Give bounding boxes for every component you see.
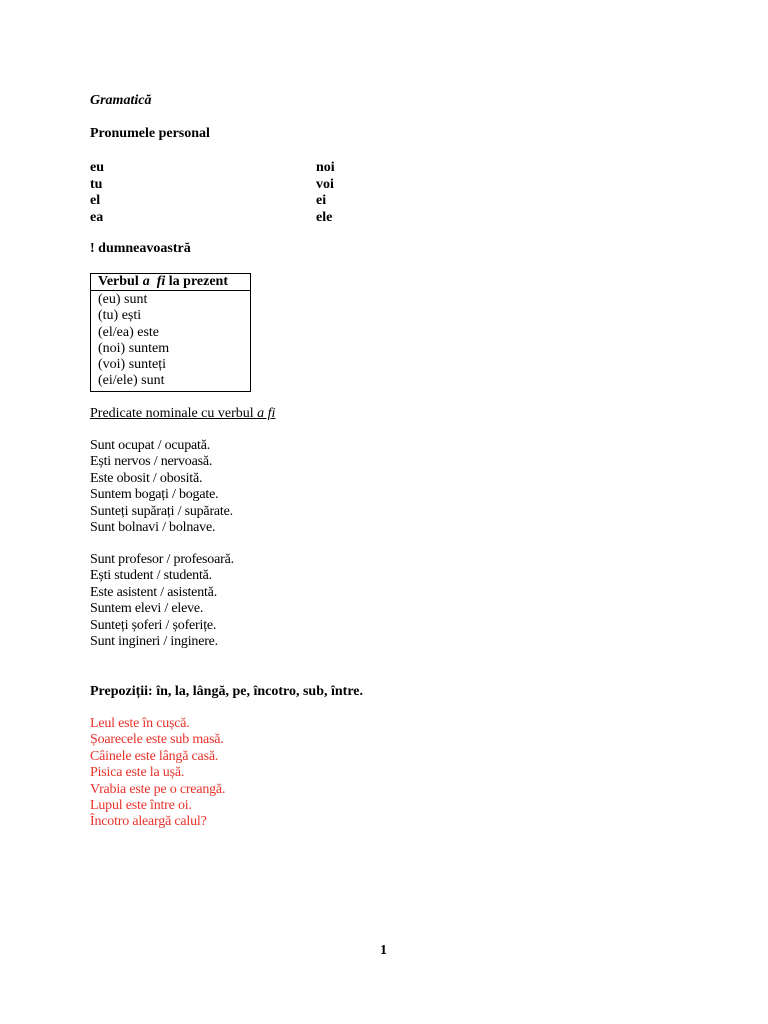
example-sentence: Sunteți șoferi / șoferițe. (90, 617, 217, 633)
prepositions-section-title: Prepoziții: în, la, lângă, pe, încotro, sub, între. (90, 684, 364, 699)
example-sentence: Șoarecele este sub masă. (90, 732, 224, 748)
predicates-title-verb: a fi (257, 406, 276, 421)
pronoun-item: ele (316, 209, 333, 225)
pronoun-item: tu (90, 176, 103, 192)
example-sentence: Sunt ocupat / ocupată. (90, 438, 211, 453)
example-sentence: Sunteți supărați / supărate. (90, 503, 233, 519)
verb-table-row: (el/ea) este (98, 324, 160, 340)
verb-table-row: (voi) sunteți (98, 357, 167, 373)
noun-predicate-list (90, 552, 234, 650)
example-sentence: Sunt bolnavi / bolnave. (90, 519, 216, 535)
example-sentence: Ești nervos / nervoasă. (90, 454, 213, 470)
pronoun-item: ea (90, 209, 104, 225)
example-sentence: Leul este în cușcă. (90, 716, 190, 731)
page-number: 1 (380, 943, 387, 958)
predicates-title-prefix: Predicate nominale cu verbul (90, 406, 258, 421)
pronoun-item: voi (316, 176, 334, 192)
verb-table-row: (tu) ești (98, 308, 142, 324)
pronoun-item: noi (316, 160, 335, 175)
verb-table-row: (ei/ele) sunt (98, 373, 165, 389)
pronoun-list-singular (90, 160, 104, 226)
page-title: Gramatică (90, 93, 152, 108)
verb-table-row: (noi) suntem (98, 340, 170, 356)
polite-pronoun-note: ! dumneavoastră (90, 241, 191, 256)
adjective-predicate-list (90, 438, 233, 536)
example-sentence: Ești student / studentă. (90, 568, 212, 584)
verb-conjugation-table (90, 273, 251, 392)
example-sentence: Sunt ingineri / inginere. (90, 633, 218, 649)
verb-table-header-prefix: Verbul (98, 274, 139, 289)
pronoun-item: eu (90, 160, 104, 175)
verb-table-body (91, 291, 250, 391)
preposition-example-list (90, 716, 225, 831)
verb-table-row: (eu) sunt (98, 292, 148, 307)
verb-table-header-verb: a fi (142, 274, 166, 289)
example-sentence: Câinele este lângă casă. (90, 748, 219, 764)
section-heading-pronouns: Pronumele personal (90, 126, 210, 141)
pronoun-item: ei (316, 193, 327, 208)
example-sentence: Suntem bogați / bogate. (90, 487, 219, 503)
example-sentence: Este obosit / obosită. (90, 470, 203, 486)
pronoun-item: el (90, 193, 101, 208)
example-sentence: Lupul este între oi. (90, 797, 192, 813)
example-sentence: Suntem elevi / eleve. (90, 601, 204, 617)
example-sentence: Sunt profesor / profesoară. (90, 552, 234, 567)
example-sentence: Încotro aleargă calul? (90, 814, 207, 830)
pronoun-list-plural (316, 160, 335, 226)
example-sentence: Vrabia este pe o creangă. (90, 781, 226, 797)
example-sentence: Este asistent / asistentă. (90, 584, 217, 600)
verb-table-header (91, 274, 250, 291)
predicates-section-title (90, 406, 275, 423)
verb-table-header-suffix: la prezent (168, 274, 229, 289)
example-sentence: Pisica este la ușă. (90, 765, 185, 781)
